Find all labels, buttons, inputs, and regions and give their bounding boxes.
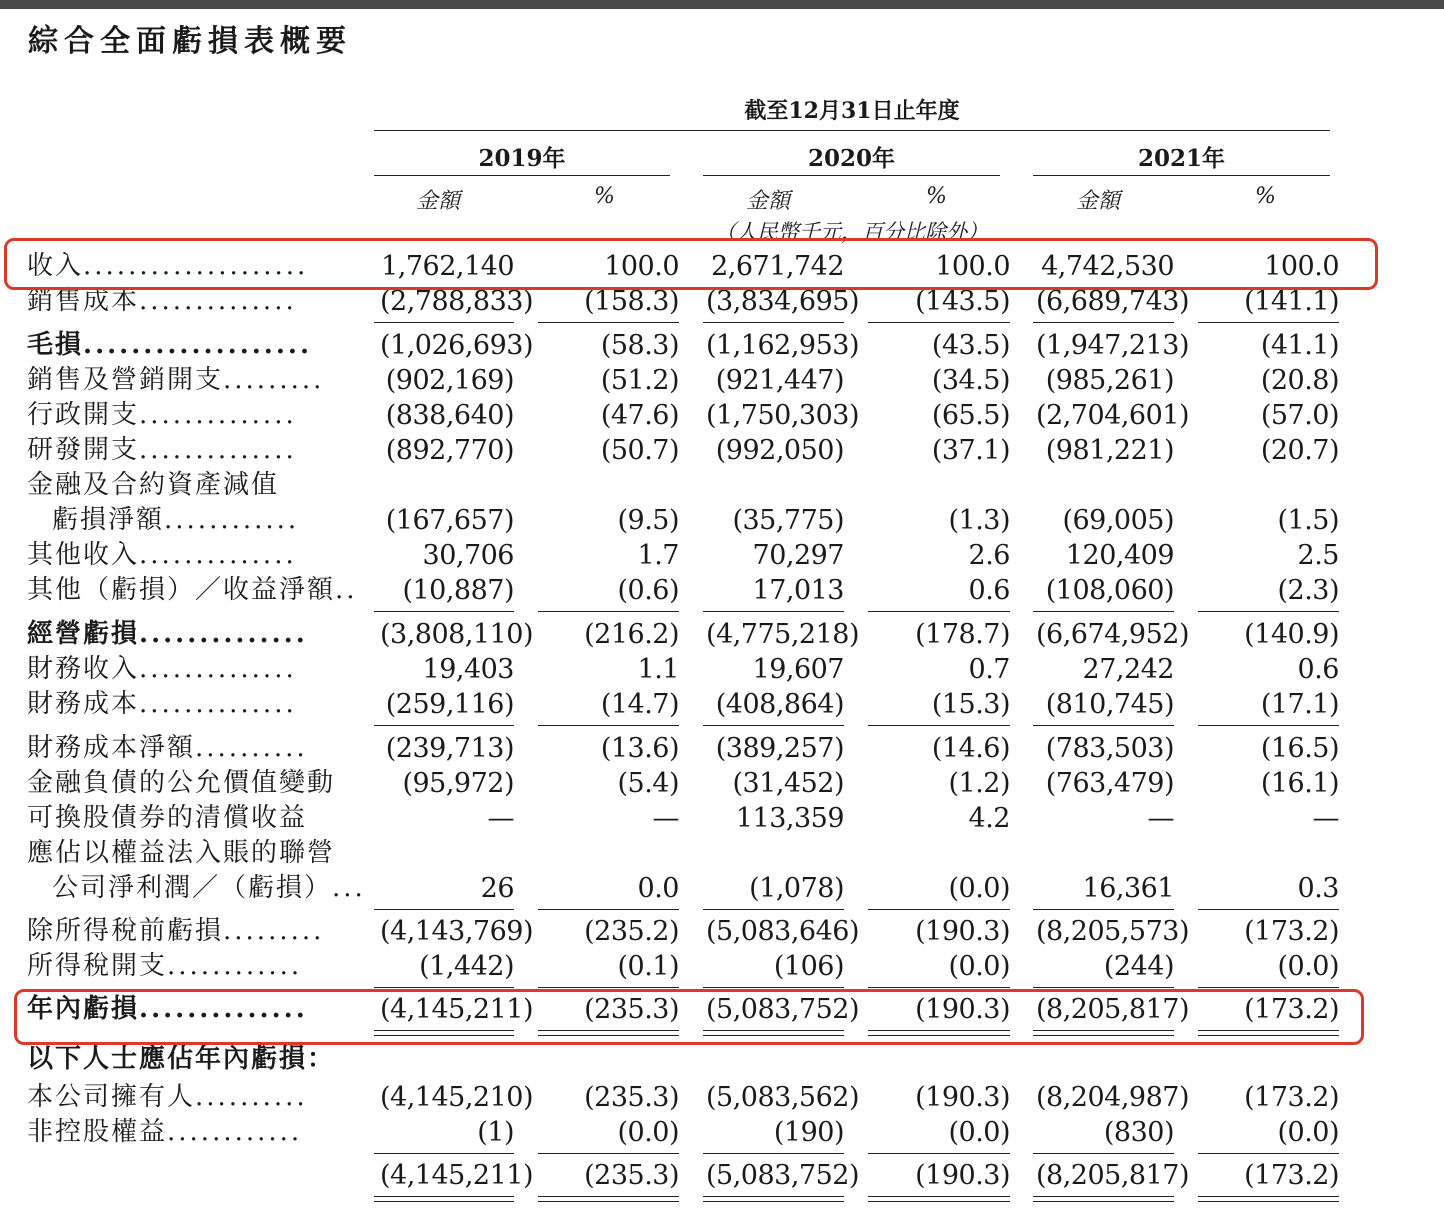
- cell-2019-pct: 1.7: [637, 540, 679, 571]
- year-2021-rule: [1033, 175, 1330, 176]
- row-label: 本公司擁有人..........: [27, 1082, 308, 1112]
- subtotal-rule: [374, 909, 514, 910]
- cell-2021-amount: —: [1147, 803, 1174, 834]
- cell-2020-amount: (992,050): [715, 435, 844, 466]
- cell-2019-amount: 30,706: [422, 540, 514, 571]
- pct-header-2019: %: [594, 184, 615, 209]
- subtotal-rule: [1198, 725, 1339, 726]
- total-double-rule: [703, 1196, 844, 1202]
- cell-2020-amount: 113,359: [735, 803, 844, 834]
- subtotal-rule: [538, 725, 679, 726]
- cell-2019-pct: (235.3): [584, 1082, 679, 1113]
- cell-2021-amount: (8,205,817): [1036, 1160, 1189, 1191]
- subtotal-rule: [538, 611, 679, 612]
- cell-2021-amount: 4,742,530: [1041, 251, 1174, 282]
- table-row: [0, 731, 1444, 766]
- cell-2021-amount: 120,409: [1065, 540, 1174, 571]
- table-row: [0, 363, 1444, 398]
- cell-2020-pct: (1.2): [948, 768, 1010, 799]
- cell-2020-amount: (1,078): [749, 873, 844, 904]
- cell-2019-amount: (259,116): [385, 689, 514, 720]
- cell-2019-amount: (1,442): [419, 951, 514, 982]
- cell-2020-amount: 70,297: [752, 540, 844, 571]
- revenue-row-highlight: [4, 238, 1378, 290]
- cell-2020-amount: (408,864): [715, 689, 844, 720]
- subtotal-rule: [703, 611, 844, 612]
- page-title: 綜合全面虧損表概要: [28, 24, 352, 59]
- cell-2019-pct: (58.3): [600, 330, 679, 361]
- subtotal-rule: [1033, 611, 1174, 612]
- row-label: 收入....................: [27, 251, 309, 281]
- subtotal-rule: [538, 322, 679, 323]
- cell-2019-amount: (902,169): [385, 365, 514, 396]
- cell-2021-amount: (810,745): [1045, 689, 1174, 720]
- subtotal-rule: [868, 611, 1010, 612]
- total-double-rule: [868, 1196, 1010, 1202]
- row-label: 行政開支..............: [27, 400, 297, 430]
- subtotal-rule: [703, 909, 844, 910]
- cell-2020-pct: 4.2: [968, 803, 1010, 834]
- cell-2019-amount: (2,788,833): [380, 286, 533, 317]
- cell-2020-amount: (5,083,562): [706, 1082, 859, 1113]
- cell-2021-pct: (41.1): [1260, 330, 1339, 361]
- cell-2021-pct: (173.2): [1244, 916, 1339, 947]
- cell-2021-amount: (6,689,743): [1036, 286, 1189, 317]
- cell-2020-amount: (921,447): [715, 365, 844, 396]
- cell-2019-amount: (838,640): [385, 400, 514, 431]
- cell-2019-amount: 1,762,140: [381, 251, 514, 282]
- amount-header-2019: 金額: [416, 189, 461, 214]
- cell-2021-pct: (16.1): [1260, 768, 1339, 799]
- subtotal-rule: [1033, 725, 1174, 726]
- table-row: [0, 1042, 1444, 1077]
- table-row: [0, 766, 1444, 801]
- subtotal-rule: [1198, 611, 1339, 612]
- subtotal-rule: [538, 987, 679, 988]
- subtotal-rule: [1198, 322, 1339, 323]
- cell-2021-amount: (2,704,601): [1036, 400, 1189, 431]
- cell-2019-pct: (51.2): [600, 365, 679, 396]
- amount-header-2020: 金額: [746, 189, 791, 214]
- cell-2020-amount: (1,750,303): [706, 400, 859, 431]
- cell-2021-pct: (0.0): [1277, 1117, 1339, 1148]
- cell-2021-pct: —: [1312, 803, 1339, 834]
- cell-2021-pct: (2.3): [1277, 575, 1339, 606]
- cell-2020-pct: (0.0): [948, 951, 1010, 982]
- cell-2021-amount: (783,503): [1045, 733, 1174, 764]
- subtotal-rule: [374, 322, 514, 323]
- cell-2019-pct: (14.7): [600, 689, 679, 720]
- cell-2021-amount: (8,204,987): [1036, 1082, 1189, 1113]
- cell-2020-pct: (190.3): [915, 916, 1010, 947]
- cell-2020-amount: (31,452): [732, 768, 844, 799]
- cell-2019-pct: (216.2): [584, 619, 679, 650]
- subtotal-rule: [868, 909, 1010, 910]
- subtotal-rule: [374, 725, 514, 726]
- year-2021-header: 2021年: [1137, 145, 1225, 172]
- cell-2020-amount: 19,607: [752, 654, 844, 685]
- cell-2019-amount: (1,026,693): [380, 330, 533, 361]
- cell-2019-pct: (5.4): [617, 768, 679, 799]
- cell-2019-pct: —: [652, 803, 679, 834]
- cell-2019-amount: (4,143,769): [380, 916, 533, 947]
- subtotal-rule: [703, 987, 844, 988]
- cell-2020-pct: (43.5): [931, 330, 1010, 361]
- subtotal-rule: [703, 322, 844, 323]
- cell-2020-pct: (190.3): [915, 1082, 1010, 1113]
- table-row: [0, 538, 1444, 573]
- cell-2019-pct: (47.6): [600, 400, 679, 431]
- cell-2020-pct: (190.3): [915, 1160, 1010, 1191]
- row-label: 其他（虧損）／收益淨額..: [27, 575, 358, 605]
- cell-2020-pct: 0.6: [968, 575, 1010, 606]
- row-label: 除所得稅前虧損.........: [27, 916, 325, 946]
- row-label: 虧損淨額............: [52, 505, 300, 535]
- cell-2020-pct: (190.3): [915, 994, 1010, 1025]
- cell-2020-amount: (389,257): [715, 733, 844, 764]
- total-double-rule: [1033, 1196, 1174, 1202]
- cell-2021-pct: (173.2): [1244, 1160, 1339, 1191]
- table-row: [0, 328, 1444, 363]
- cell-2020-amount: 2,671,742: [711, 251, 844, 282]
- row-label: 應佔以權益法入賬的聯營: [27, 838, 336, 868]
- table-row: [0, 468, 1444, 503]
- cell-2020-pct: (15.3): [931, 689, 1010, 720]
- cell-2020-amount: (35,775): [732, 505, 844, 536]
- cell-2021-pct: (173.2): [1244, 994, 1339, 1025]
- cell-2021-amount: (981,221): [1045, 435, 1174, 466]
- table-row: [0, 1080, 1444, 1115]
- cell-2019-amount: (3,808,110): [380, 619, 533, 650]
- cell-2021-pct: (0.0): [1277, 951, 1339, 982]
- row-label: 公司淨利潤／（虧損）...: [52, 873, 366, 903]
- cell-2021-pct: 100.0: [1264, 251, 1339, 282]
- total-double-rule: [1198, 1196, 1339, 1202]
- cell-2019-pct: (0.6): [617, 575, 679, 606]
- cell-2021-pct: (17.1): [1260, 689, 1339, 720]
- amount-header-2021: 金額: [1076, 189, 1121, 214]
- cell-2019-amount: (4,145,211): [380, 994, 533, 1025]
- row-label: 銷售及營銷開支.........: [27, 365, 325, 395]
- total-double-rule: [538, 1196, 679, 1202]
- row-label: 財務成本..............: [27, 689, 297, 719]
- cell-2019-amount: 19,403: [422, 654, 514, 685]
- row-label: 金融負債的公允價值變動: [27, 768, 336, 798]
- subtotal-rule: [538, 1153, 679, 1154]
- subtotal-rule: [1033, 1153, 1174, 1154]
- cell-2020-amount: (1,162,953): [706, 330, 859, 361]
- table-row: [0, 836, 1444, 871]
- subtotal-rule: [703, 1153, 844, 1154]
- row-label: 以下人士應佔年內虧損：: [27, 1044, 336, 1074]
- cell-2021-amount: (6,674,952): [1036, 619, 1189, 650]
- row-label: 所得稅開支............: [27, 951, 303, 981]
- cell-2020-amount: (5,083,752): [706, 994, 859, 1025]
- cell-2020-amount: (4,775,218): [706, 619, 859, 650]
- unit-note: （人民幣千元，百分比除外）: [715, 220, 988, 244]
- cell-2019-pct: (235.3): [584, 994, 679, 1025]
- table-row: [0, 914, 1444, 949]
- year-2019-rule: [374, 175, 670, 176]
- cell-2021-pct: (57.0): [1260, 400, 1339, 431]
- cell-2021-amount: (1,947,213): [1036, 330, 1189, 361]
- cell-2020-pct: (178.7): [915, 619, 1010, 650]
- cell-2021-pct: (20.7): [1260, 435, 1339, 466]
- table-row: [0, 503, 1444, 538]
- subtotal-rule: [1033, 909, 1174, 910]
- row-label: 其他收入..............: [27, 540, 297, 570]
- row-label: 年內虧損..............: [27, 994, 308, 1024]
- loss-for-year-row-highlight: [14, 989, 1364, 1045]
- cell-2020-pct: (14.6): [931, 733, 1010, 764]
- cell-2019-pct: (13.6): [600, 733, 679, 764]
- row-label: 金融及合約資產減值: [27, 470, 280, 500]
- cell-2021-amount: (244): [1103, 951, 1174, 982]
- row-label: 可換股債券的清償收益: [27, 803, 308, 833]
- table-row: [0, 398, 1444, 433]
- cell-2021-pct: (16.5): [1260, 733, 1339, 764]
- subtotal-rule: [868, 322, 1010, 323]
- table-row: [0, 433, 1444, 468]
- cell-2021-pct: 0.3: [1297, 873, 1339, 904]
- cell-2020-pct: (34.5): [931, 365, 1010, 396]
- cell-2020-pct: (0.0): [948, 1117, 1010, 1148]
- pct-header-2021: %: [1255, 184, 1276, 209]
- cell-2021-amount: (69,005): [1062, 505, 1174, 536]
- period-header: 截至12月31日止年度: [744, 98, 960, 124]
- total-double-rule: [374, 1196, 514, 1202]
- subtotal-rule: [1033, 987, 1174, 988]
- table-row: [0, 801, 1444, 836]
- subtotal-rule: [868, 1153, 1010, 1154]
- cell-2019-pct: 1.1: [637, 654, 679, 685]
- cell-2020-amount: (106): [773, 951, 844, 982]
- cell-2020-pct: (143.5): [915, 286, 1010, 317]
- table-row: [0, 1158, 1444, 1193]
- cell-2019-amount: 26: [480, 873, 514, 904]
- cell-2020-pct: 100.0: [935, 251, 1010, 282]
- year-2019-header: 2019年: [478, 145, 566, 172]
- cell-2021-amount: (985,261): [1045, 365, 1174, 396]
- cell-2021-amount: (108,060): [1045, 575, 1174, 606]
- table-row: [0, 1115, 1444, 1150]
- cell-2021-pct: (20.8): [1260, 365, 1339, 396]
- cell-2021-amount: (8,205,817): [1036, 994, 1189, 1025]
- subtotal-rule: [374, 987, 514, 988]
- cell-2020-amount: 17,013: [752, 575, 844, 606]
- cell-2021-pct: (140.9): [1244, 619, 1339, 650]
- cell-2019-pct: (235.3): [584, 1160, 679, 1191]
- cell-2021-pct: (141.1): [1244, 286, 1339, 317]
- cell-2020-pct: (37.1): [931, 435, 1010, 466]
- cell-2021-amount: (763,479): [1045, 768, 1174, 799]
- cell-2019-amount: (10,887): [402, 575, 514, 606]
- cell-2019-pct: (0.0): [617, 1117, 679, 1148]
- table-row: [0, 617, 1444, 652]
- cell-2019-pct: (158.3): [584, 286, 679, 317]
- cell-2020-amount: (5,083,752): [706, 1160, 859, 1191]
- cell-2019-pct: (235.2): [584, 916, 679, 947]
- cell-2020-pct: 0.7: [968, 654, 1010, 685]
- cell-2019-pct: (50.7): [600, 435, 679, 466]
- subtotal-rule: [868, 725, 1010, 726]
- cell-2019-pct: 0.0: [637, 873, 679, 904]
- cell-2019-amount: (95,972): [402, 768, 514, 799]
- year-2020-rule: [703, 175, 1000, 176]
- top-bar: [0, 0, 1444, 9]
- subtotal-rule: [1033, 322, 1174, 323]
- cell-2021-amount: (8,205,573): [1036, 916, 1189, 947]
- cell-2019-pct: (9.5): [617, 505, 679, 536]
- cell-2020-amount: (190): [773, 1117, 844, 1148]
- row-label: 毛損...................: [27, 330, 312, 360]
- row-label: 研發開支..............: [27, 435, 297, 465]
- cell-2019-amount: (4,145,210): [380, 1082, 533, 1113]
- subtotal-rule: [374, 611, 514, 612]
- cell-2019-amount: —: [487, 803, 514, 834]
- subtotal-rule: [868, 987, 1010, 988]
- subtotal-rule: [703, 725, 844, 726]
- cell-2021-pct: (173.2): [1244, 1082, 1339, 1113]
- cell-2020-pct: (65.5): [931, 400, 1010, 431]
- cell-2019-amount: (239,713): [385, 733, 514, 764]
- cell-2020-amount: (3,834,695): [706, 286, 859, 317]
- row-label: 財務成本淨額..........: [27, 733, 308, 763]
- cell-2021-amount: (830): [1103, 1117, 1174, 1148]
- table-row: [0, 871, 1444, 906]
- subtotal-rule: [1198, 1153, 1339, 1154]
- year-2020-header: 2020年: [807, 145, 895, 172]
- cell-2021-amount: 16,361: [1082, 873, 1174, 904]
- cell-2021-pct: 2.5: [1297, 540, 1339, 571]
- cell-2021-pct: 0.6: [1297, 654, 1339, 685]
- pct-header-2020: %: [926, 184, 947, 209]
- cell-2019-amount: (1): [477, 1117, 514, 1148]
- subtotal-rule: [374, 1153, 514, 1154]
- subtotal-rule: [538, 909, 679, 910]
- table-row: [0, 687, 1444, 722]
- row-label: 銷售成本..............: [27, 286, 297, 316]
- table-row: [0, 573, 1444, 608]
- cell-2019-amount: (167,657): [385, 505, 514, 536]
- cell-2019-amount: (892,770): [385, 435, 514, 466]
- table-row: [0, 949, 1444, 984]
- row-label: 非控股權益............: [27, 1117, 303, 1147]
- period-rule: [374, 130, 1330, 131]
- row-label: 經營虧損..............: [27, 619, 308, 649]
- subtotal-rule: [1198, 987, 1339, 988]
- cell-2020-amount: (5,083,646): [706, 916, 859, 947]
- subtotal-rule: [1198, 909, 1339, 910]
- table-row: [0, 652, 1444, 687]
- cell-2019-pct: (0.1): [617, 951, 679, 982]
- cell-2020-pct: (1.3): [948, 505, 1010, 536]
- cell-2019-amount: (4,145,211): [380, 1160, 533, 1191]
- cell-2021-amount: 27,242: [1082, 654, 1174, 685]
- cell-2020-pct: (0.0): [948, 873, 1010, 904]
- cell-2020-pct: 2.6: [968, 540, 1010, 571]
- cell-2019-pct: 100.0: [604, 251, 679, 282]
- row-label: 財務收入..............: [27, 654, 297, 684]
- cell-2021-pct: (1.5): [1277, 505, 1339, 536]
